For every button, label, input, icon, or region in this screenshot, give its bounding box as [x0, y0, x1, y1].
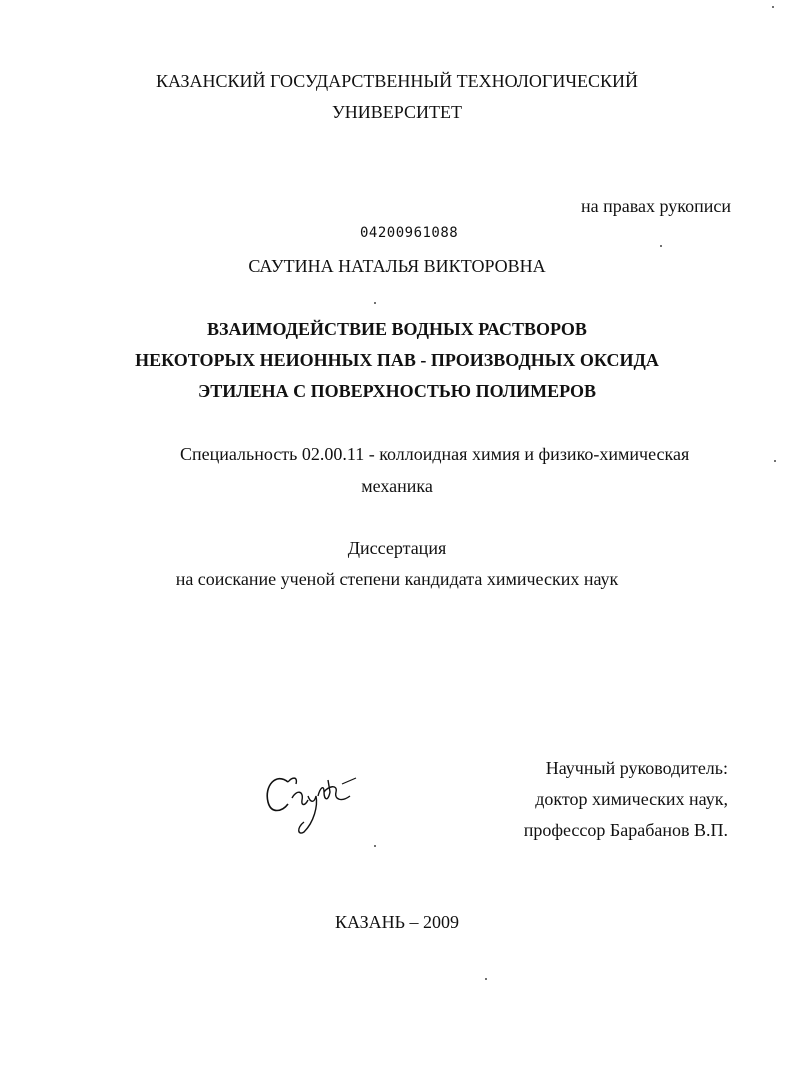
university-name-line2: УНИВЕРСИТЕТ	[332, 102, 462, 122]
author-signature	[258, 762, 368, 842]
scan-speck	[485, 978, 487, 980]
catalog-number: 04200961088	[360, 225, 459, 241]
specialty-line2: механика	[361, 476, 433, 496]
university-name-line1: КАЗАНСКИЙ ГОСУДАРСТВЕННЫЙ ТЕХНОЛОГИЧЕСКИЙ	[155, 71, 639, 91]
thesis-title-line3: ЭТИЛЕНА С ПОВЕРХНОСТЬЮ ПОЛИМЕРОВ	[198, 381, 596, 401]
scan-speck	[772, 6, 774, 8]
rights-note: на правах рукописи	[581, 196, 731, 216]
thesis-title-line2: НЕКОТОРЫХ НЕИОННЫХ ПАВ - ПРОИЗВОДНЫХ ОКСИДА	[135, 350, 659, 370]
scan-speck	[660, 245, 662, 247]
supervisor-name: профессор Барабанов В.П.	[523, 820, 728, 840]
dissertation-label: Диссертация	[347, 538, 447, 558]
scan-speck	[374, 302, 376, 304]
thesis-title-line1: ВЗАИМОДЕЙСТВИЕ ВОДНЫХ РАСТВОРОВ	[207, 319, 587, 339]
supervisor-degree: доктор химических наук,	[535, 789, 728, 809]
degree-line: на соискание ученой степени кандидата химических наук	[175, 569, 619, 589]
scan-speck	[374, 845, 376, 847]
specialty-line1: Специальность 02.00.11 - коллоидная химия и физико-химическая	[180, 444, 690, 464]
city-year: КАЗАНЬ – 2009	[335, 912, 459, 932]
supervisor-label: Научный руководитель:	[545, 758, 728, 778]
author-name: САУТИНА НАТАЛЬЯ ВИКТОРОВНА	[248, 256, 546, 276]
scan-speck	[774, 460, 776, 462]
